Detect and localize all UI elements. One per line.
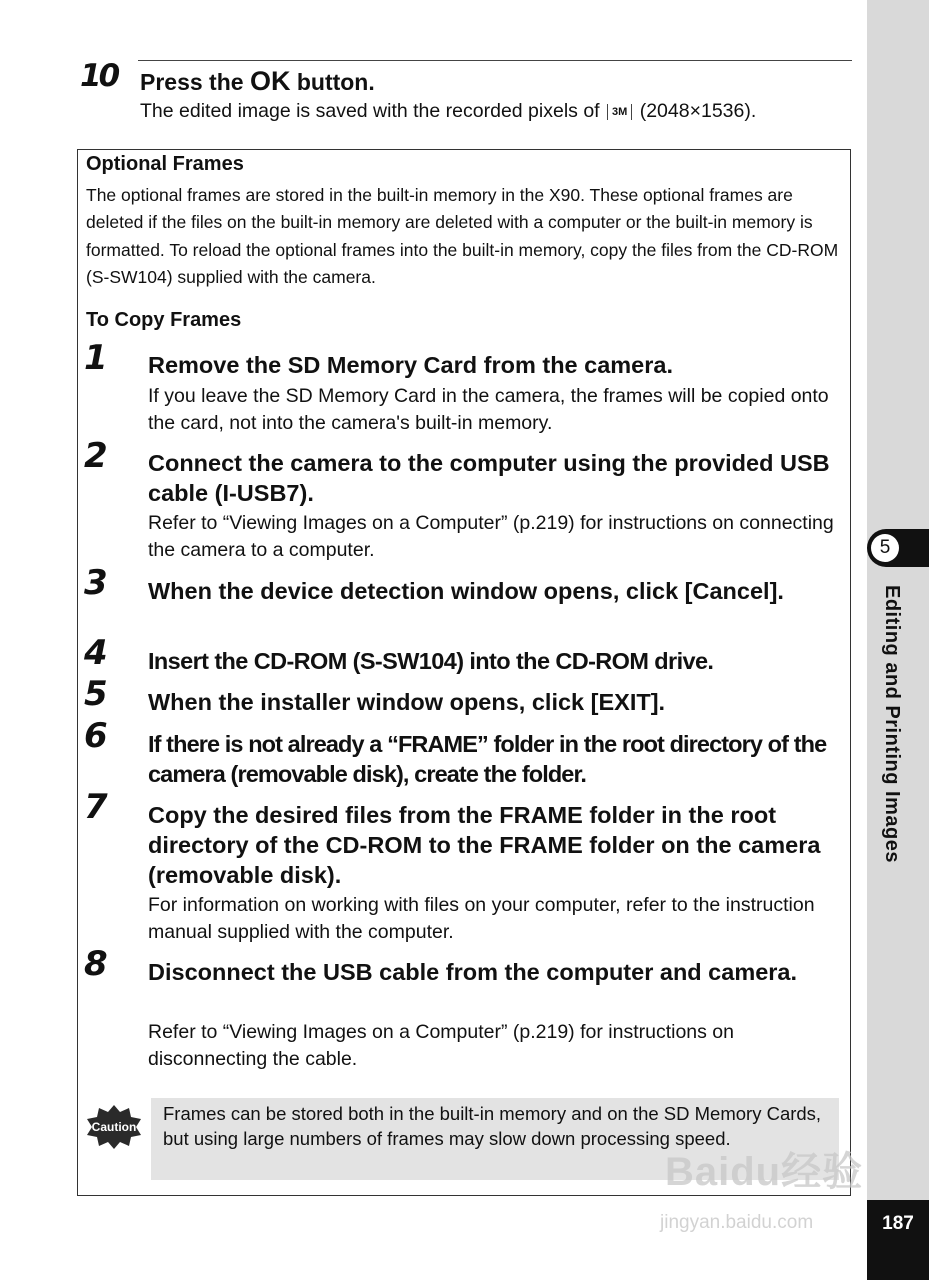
- step-3-heading: When the device detection window opens, click [Cancel].: [148, 578, 784, 604]
- step-10-number: 10: [80, 58, 118, 94]
- step-8-heading: Disconnect the USB cable from the computer and camera.: [148, 959, 798, 985]
- step-5-heading: When the installer window opens, click [EXIT].: [148, 689, 666, 715]
- optional-frames-intro: The optional frames are stored in the built-in memory in the X90. These optional frames are deleted if the files on the built-in memory are deleted with a computer or the built-in memory is formatted. To reload the optional frames into the built-in memory, copy the files from the CD-ROM (S-SW104) supplied with the camera.: [86, 185, 839, 287]
- step-4-heading: Insert the CD-ROM (S-SW104) into the CD-ROM drive.: [148, 648, 714, 674]
- optional-frames-title: Optional Frames: [86, 153, 244, 175]
- chapter-title: Editing and Printing Images: [881, 585, 903, 863]
- step-4-number: 4: [84, 633, 105, 673]
- step-7-body: For information on working with files on your computer, refer to the instruction manual supplied with the computer.: [148, 894, 815, 943]
- step-8-number: 8: [84, 944, 105, 984]
- copy-frames-title: To Copy Frames: [86, 309, 242, 331]
- step-5-number: 5: [84, 674, 105, 714]
- step-10-heading: Press the OK button.: [140, 66, 375, 96]
- caution-label: Caution: [91, 1120, 137, 1134]
- step-1-heading: Remove the SD Memory Card from the camera.: [148, 352, 673, 378]
- ok-button-label: OK: [249, 66, 291, 96]
- step-7-heading: Copy the desired files from the FRAME folder in the root directory of the CD-ROM to the FRAME folder on the camera (removable disk).: [148, 802, 821, 888]
- step-7-number: 7: [84, 787, 105, 827]
- page-number: 187: [867, 1200, 929, 1280]
- step-2-number: 2: [84, 436, 105, 476]
- step-6-heading: If there is not already a “FRAME” folder in the root directory of the camera (removable disk), create the folder.: [148, 731, 827, 787]
- chapter-tab: [867, 529, 929, 567]
- caution-text: Frames can be stored both in the built-in memory and on the SD Memory Cards, but using large numbers of frames may slow down processing speed.: [163, 1103, 822, 1149]
- step-1-number: 1: [84, 338, 105, 378]
- step-3-number: 3: [84, 563, 105, 603]
- chapter-number: 5: [871, 534, 899, 562]
- step-8-body: Refer to “Viewing Images on a Computer” (p.219) for instructions on disconnecting the cable.: [148, 1021, 734, 1070]
- caution-icon: [85, 1104, 143, 1155]
- step-2-heading: Connect the camera to the computer using the provided USB cable (I-USB7).: [148, 450, 830, 506]
- top-divider: [138, 60, 852, 61]
- pixel-size-icon: 3M: [607, 104, 632, 120]
- step-2-body: Refer to “Viewing Images on a Computer” (p.219) for instructions on connecting the camera to a computer.: [148, 512, 834, 561]
- watermark-logo: Baidu经验: [665, 1150, 864, 1194]
- step-6-number: 6: [84, 716, 105, 756]
- step-1-body: If you leave the SD Memory Card in the camera, the frames will be copied onto the card, not into the camera's built-in memory.: [148, 385, 829, 434]
- step-10-body: The edited image is saved with the recorded pixels of 3M (2048×1536).: [140, 100, 757, 122]
- watermark-url: jingyan.baidu.com: [660, 1212, 814, 1233]
